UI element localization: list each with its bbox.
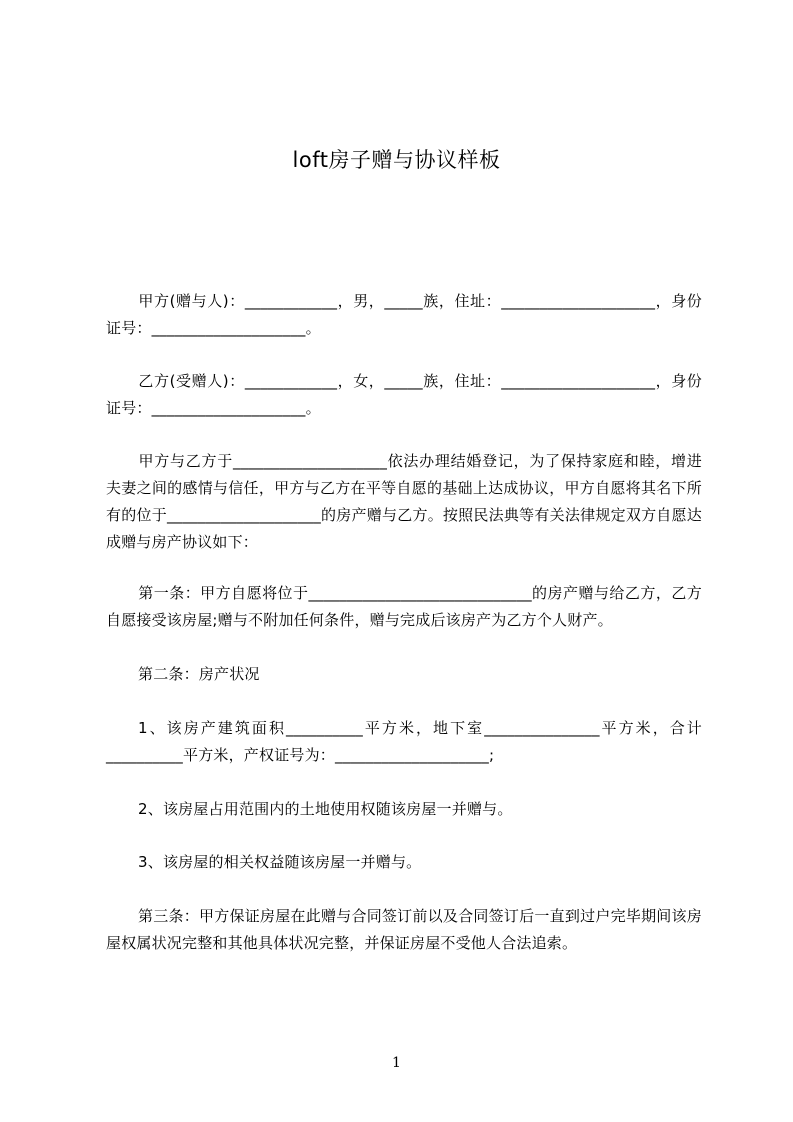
article-1-text: 第一条：甲方自愿将位于_____________________________的房产赠与给乙方，乙方自愿接受该房屋;赠与不附加任何条件，赠与完成后该房产为乙方个人财产。 [106,584,702,629]
article-2-heading-text: 第二条：房产状况 [138,665,260,683]
paragraph-article-2-item-3 [106,849,702,876]
document-title: loft房子赠与协议样板 [292,148,501,172]
article-2-item-2-text: 2、该房屋占用范围内的土地使用权随该房屋一并赠与。 [138,800,513,818]
party-b-text: 乙方(受赠人)：____________，女，_____族，住址：____________________，身份证号：____________________。 [106,372,702,417]
paragraph-article-2-heading [106,661,702,688]
article-2-item-3-text: 3、该房屋的相关权益随该房屋一并赠与。 [138,853,422,871]
paragraph-party-a [106,288,702,342]
paragraph-article-3 [106,903,702,957]
article-2-item-1-text: 1、该房产建筑面积__________平方米，地下室_______________平方米，合计__________平方米，产权证号为：____________________; [106,719,702,764]
paragraph-party-b [106,368,702,422]
paragraph-intro [106,448,702,556]
paragraph-article-1 [106,580,702,634]
article-3-text: 第三条：甲方保证房屋在此赠与合同签订前以及合同签订后一直到过户完毕期间该房屋权属状况完整和其他具体状况完整，并保证房屋不受他人合法追索。 [106,907,702,952]
page-number: 1 [392,1055,401,1071]
paragraph-article-2-item-2 [106,796,702,823]
party-a-text: 甲方(赠与人)：____________，男，_____族，住址：____________________，身份证号：____________________。 [106,292,702,337]
paragraph-article-2-item-1 [106,715,702,769]
intro-text: 甲方与乙方于____________________依法办理结婚登记，为了保持家庭和睦，增进夫妻之间的感情与信任，甲方与乙方在平等自愿的基础上达成协议，甲方自愿将其名下所有的位于____________________的房产赠与乙方。按照民法典等有关法律规定双方自愿达成赠与房产协议如下： [106,452,702,551]
